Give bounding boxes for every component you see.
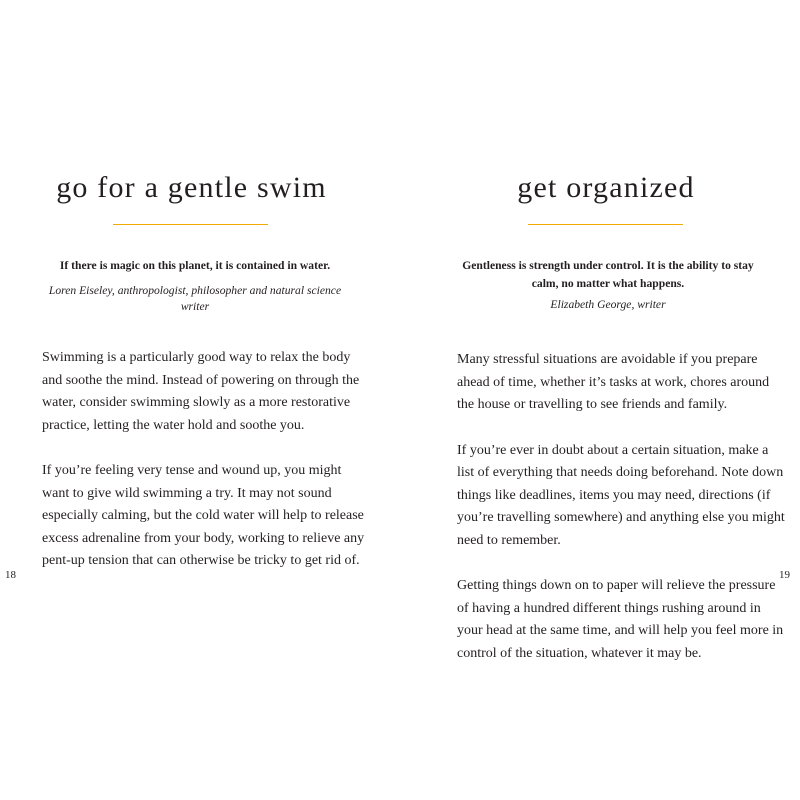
right-paragraph-3: Getting things down on to paper will relieve the pressure of having a hundred different things rushing around in your head at the same time, and will help you feel more in control of the situation, whatever it may be.: [457, 578, 784, 661]
left-page-title: go for a gentle swim: [56, 171, 327, 204]
left-body-text: [42, 347, 372, 596]
right-body-text: [457, 349, 787, 688]
right-epigraph-quote: Gentleness is strength under control. It is the ability to stay calm, no matter what happens.: [462, 259, 754, 290]
left-page-number: 18: [5, 569, 16, 581]
left-paragraph-1: Swimming is a particularly good way to relax the body and soothe the mind. Instead of powering on through the water, consider swimming slowly as a more restorative practice, letting the water hold and soothe you.: [42, 350, 360, 433]
right-title-divider: [528, 224, 683, 225]
right-page: [400, 0, 800, 800]
right-page-title: get organized: [517, 171, 695, 204]
left-epigraph-quote: If there is magic on this planet, it is contained in water.: [59, 259, 331, 272]
left-paragraph-2: If you’re feeling very tense and wound up, you might want to give wild swimming a try. It may not sound especially calming, but the cold water will help to release excess adrenaline from your body, working to relieve any pent-up tension that can otherwise be tricky to get rid of.: [42, 463, 365, 568]
left-title-divider: [113, 224, 268, 225]
right-page-number: 19: [779, 569, 790, 581]
right-paragraph-1: Many stressful situations are avoidable if you prepare ahead of time, whether it’s tasks at work, chores around the house or travelling to see friends and family.: [457, 352, 770, 412]
left-epigraph-attribution: Loren Eiseley, anthropologist, philosopher and natural science writer: [48, 284, 342, 313]
right-epigraph-attribution: Elizabeth George, writer: [550, 298, 666, 311]
right-paragraph-2: If you’re ever in doubt about a certain situation, make a list of everything that needs doing beforehand. Note down things like deadlines, items you may need, directions (if you’re travelling somewhere) and anything else you might need to remember.: [457, 442, 785, 548]
